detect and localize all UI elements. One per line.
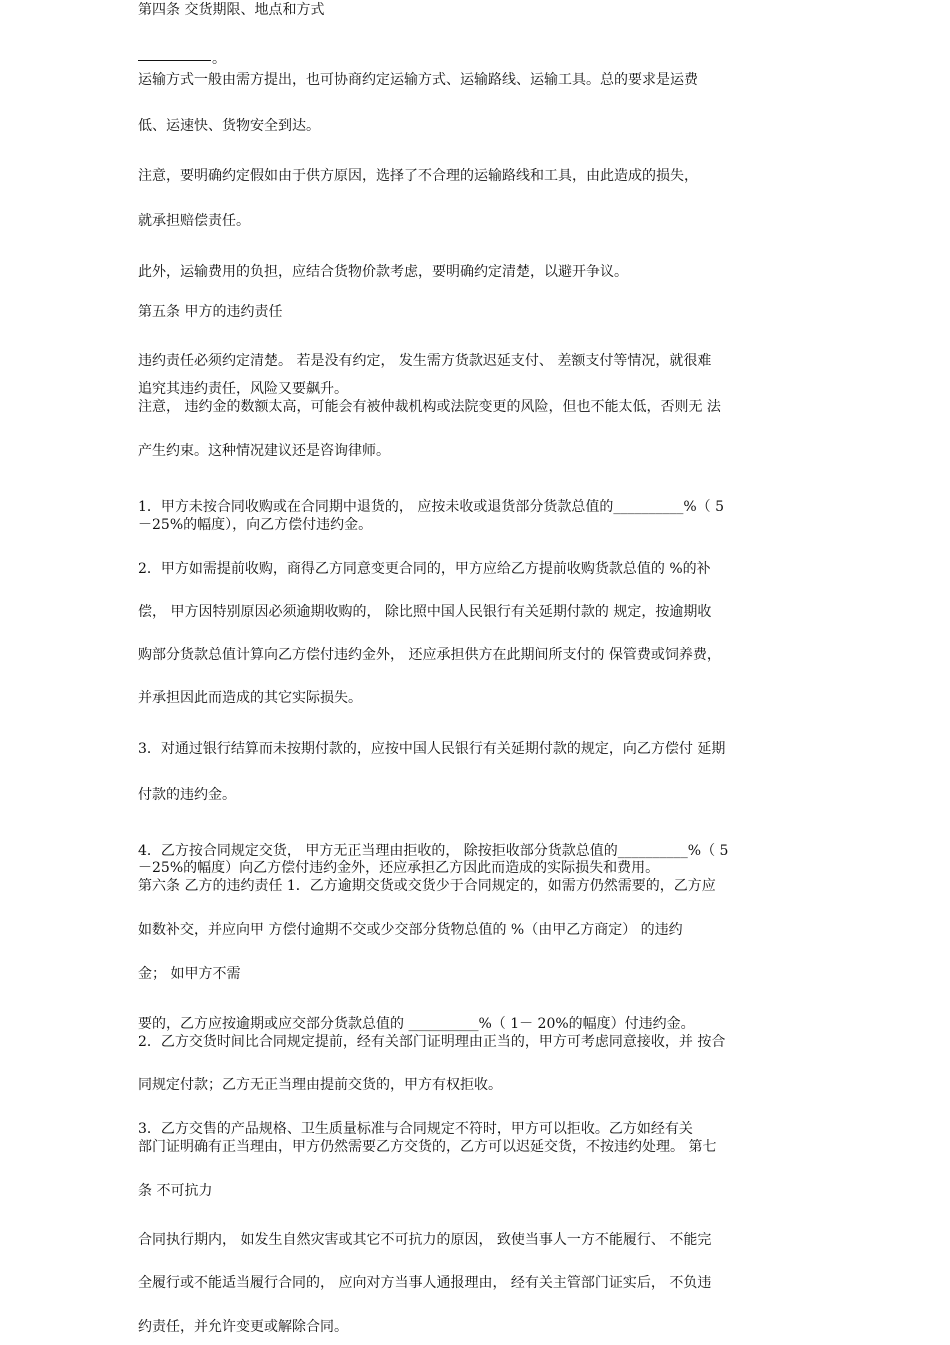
clause-item: 1．甲方未按合同收购或在合同期中退货的， 应按未收或退货部分货款总值的__________%（ 5 — [138, 499, 725, 515]
text-line: 此外，运输费用的负担，应结合货物价款考虑，要明确约定清楚，以避开争议。 — [138, 264, 628, 280]
clause-item: 2．乙方交货时间比合同规定提前，经有关部门证明理由正当的，甲方可考虑同意接收，并 按合 — [138, 1034, 726, 1050]
article-4-heading: 第四条 交货期限、地点和方式 — [138, 2, 325, 18]
blank-fill-line — [138, 60, 211, 61]
article-5-heading: 第五条 甲方的违约责任 — [138, 304, 283, 320]
text-line: 追究其违约责任，风险又要飙升。 — [138, 381, 348, 397]
clause-item: 3．乙方交售的产品规格、卫生质量标准与合同规定不符时，甲方可以拒收。乙方如经有关 — [138, 1121, 693, 1137]
text-line: 违约责任必须约定清楚。 若是没有约定， 发生需方货款迟延支付、 差额支付等情况，就很难 — [138, 353, 712, 369]
clause-item: 2．甲方如需提前收购，商得乙方同意变更合同的，甲方应给乙方提前收购货款总值的 %的补 — [138, 561, 711, 577]
text-line: 注意， 违约金的数额太高，可能会有被仲裁机构或法院变更的风险，但也不能太低，否则无 法 — [138, 399, 721, 415]
clause-item: 金； 如甲方不需 — [138, 966, 241, 982]
clause-item: 付款的违约金。 — [138, 787, 236, 803]
clause-item: 同规定付款；乙方无正当理由提前交货的，甲方有权拒收。 — [138, 1077, 502, 1093]
clause-item: 4．乙方按合同规定交货， 甲方无正当理由拒收的， 除按拒收部分货款总值的__________%（ 5 — [138, 843, 729, 859]
clause-item: 3．对通过银行结算而未按期付款的，应按中国人民银行有关延期付款的规定，向乙方偿付 延期 — [138, 741, 726, 757]
clause-item: 偿， 甲方因特别原因必须逾期收购的， 除比照中国人民银行有关延期付款的 规定，按逾期收 — [138, 604, 712, 620]
clause-item: －25%的幅度）向乙方偿付违约金外，还应承担乙方因此而造成的实际损失和费用。 — [138, 860, 660, 876]
clause-item: 要的，乙方应按逾期或应交部分货款总值的 __________%（ 1－ 20%的幅度）付违约金。 — [138, 1016, 695, 1032]
text-line: 运输方式一般由需方提出，也可协商约定运输方式、运输路线、运输工具。总的要求是运费 — [138, 72, 698, 88]
text-line: 低、运速快、货物安全到达。 — [138, 118, 320, 134]
clause-item: －25%的幅度），向乙方偿付违约金。 — [138, 517, 373, 533]
text-line: 产生约束。这种情况建议还是咨询律师。 — [138, 443, 390, 459]
text-line: 就承担赔偿责任。 — [138, 213, 250, 229]
clause-item: 部门证明确有正当理由，甲方仍然需要乙方交货的，乙方可以迟延交货，不按违约处理。 第七 — [138, 1139, 717, 1155]
article-7-heading: 条 不可抗力 — [138, 1183, 213, 1199]
text-line: 合同执行期内， 如发生自然灾害或其它不可抗力的原因， 致使当事人一方不能履行、 不能完 — [138, 1232, 712, 1248]
blank-period: 。 — [212, 51, 226, 67]
text-line: 全履行或不能适当履行合同的， 应向对方当事人通报理由， 经有关主管部门证实后， 不负违 — [138, 1275, 712, 1291]
article-6-heading: 第六条 乙方的违约责任 1．乙方逾期交货或交货少于合同规定的，如需方仍然需要的，乙方应 — [138, 878, 716, 894]
text-line: 注意，要明确约定假如由于供方原因，选择了不合理的运输路线和工具，由此造成的损失， — [138, 168, 698, 184]
clause-item: 并承担因此而造成的其它实际损失。 — [138, 690, 362, 706]
clause-item: 购部分货款总值计算向乙方偿付违约金外， 还应承担供方在此期间所支付的 保管费或饲养费， — [138, 647, 721, 663]
text-line: 约责任，并允许变更或解除合同。 — [138, 1319, 348, 1335]
clause-item: 如数补交，并应向甲 方偿付逾期不交或少交部分货物总值的 %（由甲乙方商定） 的违约 — [138, 922, 683, 938]
